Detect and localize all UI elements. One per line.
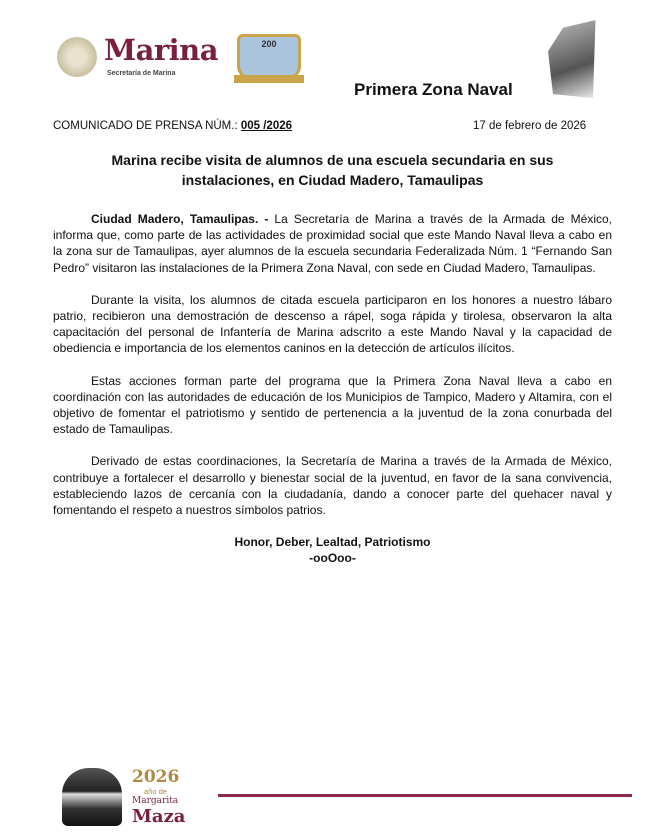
marina-logo-subtitle: Secretaría de Marina (107, 70, 176, 77)
footer-name-last: Maza (132, 806, 186, 827)
release-date: 17 de febrero de 2026 (473, 120, 587, 132)
press-release-label: COMUNICADO DE PRENSA NÚM.: (53, 120, 241, 132)
footer-divider (218, 794, 632, 797)
bicentennial-badge-logo (237, 34, 301, 80)
paragraph-2: Durante la visita, los alumnos de citada escuela participaron en los honores a nuestro lábaro patrio, recibieron una demostración de descenso a rápel, soga rápida y tirolesa, observaron la alta capacitación del personal de Infantería de Marina adscrito a este Mando Naval y la capacidad de obediencia e importancia de los elementos caninos en la detección de artículos ilícitos. (53, 292, 612, 356)
footer-year-logo (132, 768, 185, 827)
paragraph-1 (53, 211, 612, 276)
motto: Honor, Deber, Lealtad, Patriotismo (234, 535, 431, 550)
badge-number: 200 (261, 39, 277, 49)
press-release-number (53, 119, 292, 133)
footer-ano-de: año de (144, 787, 167, 796)
mexico-coat-of-arms-logo (57, 37, 97, 77)
badge-ribbon (234, 75, 304, 83)
naval-zone-heading: Primera Zona Naval (354, 80, 513, 99)
marina-logo-text: Marina (104, 33, 219, 67)
paragraph-3: Estas acciones forman parte del programa que la Primera Zona Naval lleva a cabo en coordinación con las autoridades de educación de los Municipios de Tampico, Madero y Altamira, con el objetivo de fomentar el patriotismo y sentido de pertenencia a la juventud de la zona conurbada del estado de Tamaulipas. (53, 373, 612, 437)
dateline: Ciudad Madero, Tamaulipas. - (91, 212, 269, 226)
document-body (53, 211, 612, 518)
heroine-flag-illustration (548, 20, 598, 98)
document-title: Marina recibe visita de alumnos de una escuela secundaria en sus instalaciones, en Ciudad Madero, Tamaulipas (111, 152, 554, 188)
closing (53, 534, 612, 566)
end-mark: -ooOoo- (309, 551, 356, 566)
paragraph-1-text: La Secretaría de Marina a través de la Armada de México, informa que, como parte de las actividades de proximidad social que este Mando Naval lleva a cabo en la zona sur de Tamaulipas, ayer alumnos de la escuela secundaria Federalizada Núm. 1 “Fernando San Pedro” visitaron las instalaciones de la Primera Zona Naval, con sede en Ciudad Madero, Tamaulipas. (53, 212, 612, 275)
press-release-id: 005 /2026 (240, 120, 293, 132)
paragraph-4: Derivado de estas coordinaciones, la Secretaría de Marina a través de la Armada de México, contribuye a fortalecer el desarrollo y bienestar social de la juventud, en favor de la sana convivencia, estableciendo lazos de cercanía con la ciudadanía, dando a conocer parte del quehacer naval y fomentando el respeto a nuestros símbolos patrios. (53, 454, 612, 518)
document-content (53, 150, 612, 566)
margarita-maza-portrait (62, 768, 122, 826)
footer-year: 2026 (132, 767, 180, 787)
footer-name-first: Margarita (132, 796, 179, 806)
